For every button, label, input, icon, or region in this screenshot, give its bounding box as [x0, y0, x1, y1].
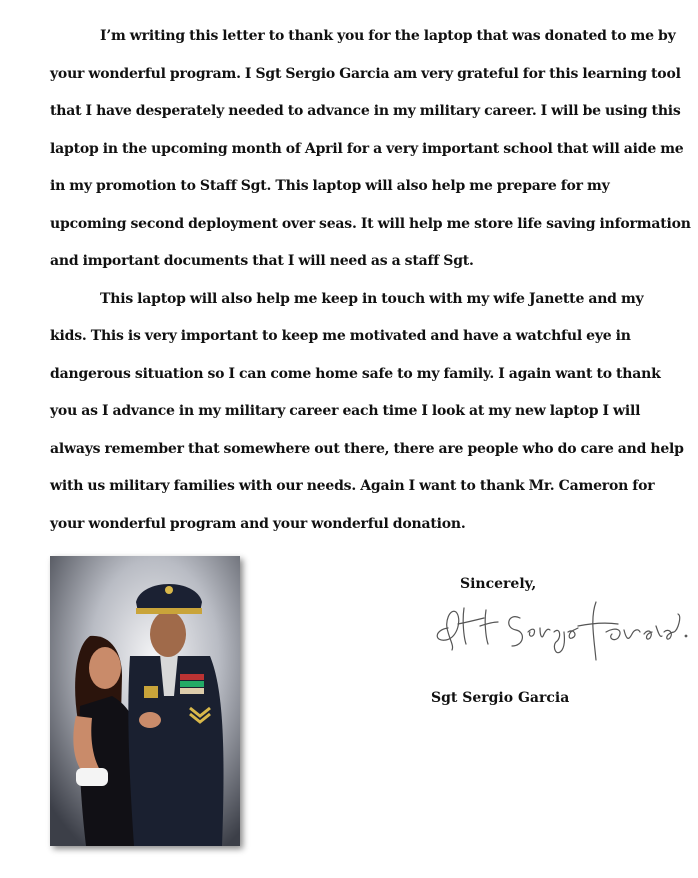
- letter-line: laptop in the upcoming month of April for a very important school that will aide me: [50, 140, 684, 157]
- letter-line: kids. This is very important to keep me motivated and have a watchful eye in: [50, 328, 631, 344]
- signature: [428, 588, 690, 672]
- paragraph-1: [50, 18, 691, 281]
- ribbon-bar: [180, 688, 204, 694]
- letter-line: your wonderful program and your wonderful donation.: [50, 515, 466, 532]
- letter-line: always remember that somewhere out there, there are people who do care and help: [50, 440, 684, 457]
- woman-face: [89, 647, 121, 689]
- letter-body: [50, 18, 691, 543]
- letter-line: your wonderful program. I Sgt Sergio Garcia am very grateful for this learning tool: [50, 65, 681, 82]
- white-gloves: [76, 768, 108, 786]
- letter-line: and important documents that I will need as a staff Sgt.: [50, 253, 474, 269]
- letter-line: I’m writing this letter to thank you for the laptop that was donated to me by: [100, 28, 676, 44]
- letter-line: that I have desperately needed to advance in my military career. I will be using this: [50, 103, 681, 119]
- cap-insignia: [165, 586, 173, 594]
- letter-line: you as I advance in my military career each time I look at my new laptop I will: [50, 403, 641, 419]
- soldier-uniform: [128, 656, 223, 846]
- letter-line: upcoming second deployment over seas. It will help me store life saving information: [50, 215, 691, 232]
- closing-salutation: Sincerely,: [460, 576, 537, 592]
- letter-line: dangerous situation so I can come home safe to my family. I again want to thank: [50, 365, 661, 382]
- family-portrait-photo: [50, 556, 240, 846]
- paragraph-2: [50, 281, 684, 544]
- portrait-image: [50, 556, 240, 846]
- cap-band: [136, 608, 202, 614]
- letter-line: with us military families with our needs. Again I want to thank Mr. Cameron for: [50, 478, 655, 494]
- ribbon-bar: [180, 674, 204, 680]
- letter-line: This laptop will also help me keep in touch with my wife Janette and my: [100, 290, 644, 307]
- soldier-face: [150, 611, 186, 657]
- woman-hand: [139, 712, 161, 728]
- ribbon-bar: [180, 681, 204, 687]
- signer-name: Sgt Sergio Garcia: [431, 690, 570, 706]
- medal: [144, 686, 158, 698]
- letter-line: in my promotion to Staff Sgt. This laptop will also help me prepare for my: [50, 178, 610, 194]
